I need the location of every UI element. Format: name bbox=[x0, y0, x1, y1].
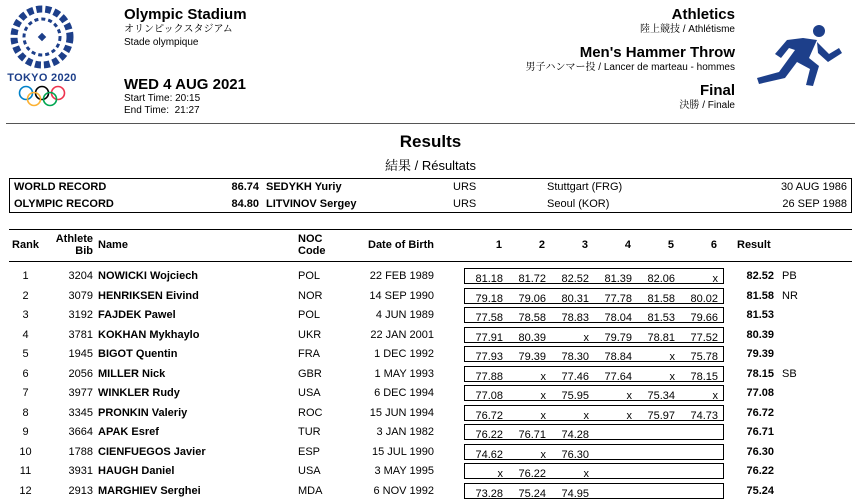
attempt-cell: 82.52 bbox=[561, 273, 589, 285]
results-rows bbox=[9, 262, 852, 500]
bib-cell: 3079 bbox=[68, 289, 93, 302]
attempt-cell: 74.73 bbox=[690, 409, 718, 422]
rank-cell: 7 bbox=[22, 387, 29, 399]
results-title: Results bbox=[399, 132, 462, 151]
attempt-cell: 80.02 bbox=[690, 292, 718, 305]
olympic-rings-icon bbox=[17, 85, 67, 107]
attempt-cell: 78.04 bbox=[604, 312, 632, 324]
phase-name: Final bbox=[699, 82, 735, 99]
phase-sub: 決勝 / Finale bbox=[679, 100, 735, 111]
dob-cell: 15 JUN 1994 bbox=[369, 406, 434, 419]
dob-cell: 22 FEB 1989 bbox=[369, 270, 434, 282]
attempts-box bbox=[464, 288, 724, 304]
attempt-cell: 75.95 bbox=[561, 390, 589, 402]
col-code: Code bbox=[298, 245, 326, 257]
athlete-name: HENRIKSEN Eivind bbox=[98, 289, 199, 302]
athlete-name: NOWICKI Wojciech bbox=[98, 270, 199, 282]
attempt-cell: x bbox=[497, 468, 503, 480]
record-noc: URS bbox=[453, 198, 477, 210]
attempt-cell: 78.58 bbox=[518, 312, 546, 324]
attempt-cell: 77.58 bbox=[475, 312, 503, 324]
dob-cell: 3 MAY 1995 bbox=[374, 465, 434, 477]
sport-name: Athletics bbox=[671, 6, 735, 23]
rank-cell: 11 bbox=[19, 465, 32, 477]
noc-cell: UKR bbox=[298, 328, 322, 341]
dob-cell: 22 JAN 2001 bbox=[370, 328, 434, 341]
attempt-cell: x bbox=[583, 331, 589, 344]
attempt-cell: x bbox=[540, 390, 546, 402]
record-holder: SEDYKH Yuriy bbox=[266, 181, 342, 193]
header-divider bbox=[6, 123, 855, 124]
result-cell: 76.22 bbox=[746, 465, 774, 477]
attempt-cell: 76.72 bbox=[475, 409, 503, 422]
attempt-cell: 74.95 bbox=[561, 487, 589, 500]
table-row bbox=[9, 266, 852, 286]
attempt-cell: x bbox=[669, 370, 675, 383]
attempt-cell: 79.06 bbox=[518, 292, 546, 305]
event-sub: 男子ハンマー投 / Lancer de marteau - hommes bbox=[525, 62, 735, 73]
bib-cell: 3977 bbox=[68, 387, 93, 399]
table-header bbox=[9, 230, 852, 262]
attempts-box bbox=[464, 346, 724, 362]
noc-cell: POL bbox=[298, 270, 321, 282]
noc-cell: ESP bbox=[298, 445, 321, 458]
table-row bbox=[9, 325, 852, 345]
attempt-cell: 74.28 bbox=[561, 429, 589, 441]
rank-cell: 8 bbox=[22, 406, 29, 419]
attempt-cell: 79.39 bbox=[518, 351, 546, 363]
attempt-cell: 77.08 bbox=[475, 390, 503, 402]
rank-cell: 2 bbox=[22, 289, 29, 302]
result-cell: 79.39 bbox=[746, 348, 774, 360]
record-label: WORLD RECORD bbox=[14, 181, 107, 193]
attempt-cell: 76.71 bbox=[518, 429, 546, 441]
dob-cell: 6 DEC 1994 bbox=[374, 387, 434, 399]
athletics-pictogram-icon bbox=[755, 22, 843, 92]
attempts-box bbox=[464, 366, 724, 382]
noc-cell: GBR bbox=[298, 367, 322, 380]
result-cell: 76.30 bbox=[746, 445, 774, 458]
result-cell: 81.58 bbox=[746, 289, 774, 302]
bib-cell: 3931 bbox=[68, 465, 93, 477]
result-cell: 76.71 bbox=[746, 426, 774, 438]
rank-cell: 1 bbox=[22, 270, 29, 282]
col-dob: Date of Birth bbox=[368, 239, 434, 251]
table-row bbox=[9, 344, 852, 364]
attempt-cell: 77.91 bbox=[475, 331, 503, 344]
attempt-cell: 81.39 bbox=[604, 273, 632, 285]
attempt-cell: x bbox=[712, 390, 718, 402]
attempt-cell: 80.39 bbox=[518, 331, 546, 344]
attempt-cell: 78.84 bbox=[604, 351, 632, 363]
attempt-cell: x bbox=[626, 390, 632, 402]
note-cell: NR bbox=[782, 289, 798, 302]
tokyo-2020-emblem-icon bbox=[6, 4, 78, 70]
athlete-name: APAK Esref bbox=[98, 426, 159, 438]
athlete-name: CIENFUEGOS Javier bbox=[98, 445, 206, 458]
athlete-name: PRONKIN Valeriy bbox=[98, 406, 188, 419]
tokyo-2020-logo bbox=[6, 4, 78, 107]
bib-cell: 3192 bbox=[68, 309, 93, 321]
attempt-cell: x bbox=[712, 273, 718, 285]
dob-cell: 1 MAY 1993 bbox=[374, 367, 434, 380]
attempt-cell: x bbox=[540, 448, 546, 461]
olympic-record-row bbox=[10, 196, 851, 213]
venue-name-jp: オリンピックスタジアム bbox=[124, 24, 233, 35]
bib-cell: 1788 bbox=[68, 445, 93, 458]
attempt-cell: x bbox=[583, 409, 589, 422]
bib-cell: 3664 bbox=[68, 426, 93, 438]
attempt-cell: 77.64 bbox=[604, 370, 632, 383]
bib-cell: 1945 bbox=[68, 348, 93, 360]
table-row bbox=[9, 383, 852, 403]
venue-name-fr: Stade olympique bbox=[124, 37, 199, 48]
table-row bbox=[9, 481, 852, 500]
noc-cell: FRA bbox=[298, 348, 320, 360]
rank-cell: 10 bbox=[19, 445, 32, 458]
attempt-cell: 75.24 bbox=[518, 487, 546, 500]
attempt-cell: x bbox=[626, 409, 632, 422]
records-box bbox=[9, 178, 852, 213]
attempt-cell: 77.88 bbox=[475, 370, 503, 383]
attempts-box bbox=[464, 405, 724, 421]
attempt-cell: 78.81 bbox=[647, 331, 675, 344]
col-rank: Rank bbox=[12, 239, 39, 251]
col-attempt: 1 bbox=[495, 239, 502, 251]
dob-cell: 15 JUL 1990 bbox=[372, 445, 434, 458]
col-attempt: 6 bbox=[710, 239, 717, 251]
event-date: WED 4 AUG 2021 bbox=[124, 76, 246, 93]
attempt-cell: x bbox=[669, 351, 675, 363]
attempt-cell: 78.30 bbox=[561, 351, 589, 363]
venue-block bbox=[124, 6, 247, 49]
attempt-cell: x bbox=[540, 409, 546, 422]
athlete-name: MARGHIEV Serghei bbox=[98, 484, 201, 497]
athlete-name: MILLER Nick bbox=[98, 367, 166, 380]
record-venue: Stuttgart (FRG) bbox=[547, 181, 623, 193]
attempt-cell: 78.15 bbox=[690, 370, 718, 383]
attempts-box bbox=[464, 483, 724, 499]
result-cell: 76.72 bbox=[746, 406, 774, 419]
col-attempt: 4 bbox=[624, 239, 631, 251]
table-row bbox=[9, 442, 852, 462]
bib-cell: 3781 bbox=[68, 328, 93, 341]
table-row bbox=[9, 286, 852, 306]
result-cell: 82.52 bbox=[746, 270, 774, 282]
table-row bbox=[9, 422, 852, 442]
col-attempt: 2 bbox=[538, 239, 545, 251]
col-name: Name bbox=[98, 239, 128, 251]
attempt-cell: 79.66 bbox=[690, 312, 718, 324]
attempt-cell: 76.22 bbox=[518, 468, 546, 480]
noc-cell: POL bbox=[298, 309, 321, 321]
attempt-cell: 79.18 bbox=[475, 292, 503, 305]
attempts-box bbox=[464, 307, 724, 323]
noc-cell: TUR bbox=[298, 426, 321, 438]
attempts-box bbox=[464, 385, 724, 401]
attempt-cell: x bbox=[540, 370, 546, 383]
attempt-cell: 78.83 bbox=[561, 312, 589, 324]
note-cell: SB bbox=[782, 367, 797, 380]
table-row bbox=[9, 305, 852, 325]
noc-cell: USA bbox=[298, 387, 321, 399]
athlete-name: FAJDEK Pawel bbox=[98, 309, 176, 321]
record-date: 30 AUG 1986 bbox=[780, 181, 847, 193]
attempt-cell: 74.62 bbox=[475, 448, 503, 461]
noc-cell: NOR bbox=[298, 289, 323, 302]
table-row bbox=[9, 364, 852, 384]
attempt-cell: 81.72 bbox=[518, 273, 546, 285]
world-record-row bbox=[10, 179, 851, 196]
record-mark: 84.80 bbox=[231, 198, 259, 210]
bib-cell: 2913 bbox=[68, 484, 93, 497]
athlete-name: BIGOT Quentin bbox=[98, 348, 178, 360]
rank-cell: 3 bbox=[22, 309, 29, 321]
attempt-cell: 81.18 bbox=[475, 273, 503, 285]
attempt-cell: 80.31 bbox=[561, 292, 589, 305]
rank-cell: 9 bbox=[22, 426, 29, 438]
athlete-name: HAUGH Daniel bbox=[98, 465, 175, 477]
sport-sub: 陸上競技 / Athlétisme bbox=[639, 24, 735, 35]
attempt-cell: 76.22 bbox=[475, 429, 503, 441]
attempt-cell: 77.52 bbox=[690, 331, 718, 344]
athlete-name: WINKLER Rudy bbox=[98, 387, 180, 399]
dob-cell: 1 DEC 1992 bbox=[374, 348, 434, 360]
logo-text: TOKYO 2020 bbox=[7, 72, 77, 84]
attempt-cell: 77.78 bbox=[604, 292, 632, 305]
result-cell: 77.08 bbox=[746, 387, 774, 399]
record-venue: Seoul (KOR) bbox=[547, 198, 610, 210]
record-noc: URS bbox=[453, 181, 477, 193]
attempt-cell: 75.78 bbox=[690, 351, 718, 363]
end-time: End Time: 21:27 bbox=[124, 105, 200, 116]
attempts-box bbox=[464, 268, 724, 284]
result-cell: 78.15 bbox=[746, 367, 774, 380]
bib-cell: 3345 bbox=[68, 406, 93, 419]
record-mark: 86.74 bbox=[231, 181, 259, 193]
col-bib: Bib bbox=[75, 245, 93, 257]
col-attempt: 5 bbox=[667, 239, 674, 251]
table-row bbox=[9, 403, 852, 423]
event-name: Men's Hammer Throw bbox=[579, 44, 735, 61]
col-athlete: Athlete bbox=[55, 233, 93, 245]
noc-cell: USA bbox=[298, 465, 321, 477]
col-noc: NOC bbox=[298, 233, 323, 245]
noc-cell: ROC bbox=[298, 406, 323, 419]
attempt-cell: 81.58 bbox=[647, 292, 675, 305]
table-row bbox=[9, 461, 852, 481]
attempt-cell: 73.28 bbox=[475, 487, 503, 500]
record-label: OLYMPIC RECORD bbox=[14, 198, 114, 210]
attempt-cell: 76.30 bbox=[561, 448, 589, 461]
noc-cell: MDA bbox=[298, 484, 323, 497]
attempt-cell: 75.97 bbox=[647, 409, 675, 422]
result-cell: 75.24 bbox=[746, 484, 774, 497]
result-cell: 80.39 bbox=[746, 328, 774, 341]
attempt-cell: 77.93 bbox=[475, 351, 503, 363]
athlete-name: KOKHAN Mykhaylo bbox=[98, 328, 200, 341]
dob-cell: 6 NOV 1992 bbox=[373, 484, 434, 497]
event-block bbox=[525, 6, 735, 112]
start-time: Start Time: 20:15 bbox=[124, 93, 201, 104]
dob-cell: 3 JAN 1982 bbox=[376, 426, 434, 438]
attempts-box bbox=[464, 424, 724, 440]
rank-cell: 12 bbox=[19, 484, 32, 497]
note-cell: PB bbox=[782, 270, 797, 282]
results-subtitle: 結果 / Résultats bbox=[384, 158, 477, 173]
bib-cell: 2056 bbox=[68, 367, 93, 380]
attempts-box bbox=[464, 444, 724, 460]
attempt-cell: 81.53 bbox=[647, 312, 675, 324]
rank-cell: 4 bbox=[22, 328, 29, 341]
attempt-cell: x bbox=[583, 468, 589, 480]
attempts-box bbox=[464, 463, 724, 479]
record-date: 26 SEP 1988 bbox=[782, 198, 847, 210]
results-table bbox=[9, 229, 852, 500]
attempts-box bbox=[464, 327, 724, 343]
dob-cell: 14 SEP 1990 bbox=[369, 289, 434, 302]
result-cell: 81.53 bbox=[746, 309, 774, 321]
bib-cell: 3204 bbox=[68, 270, 93, 282]
rank-cell: 6 bbox=[22, 367, 29, 380]
dob-cell: 4 JUN 1989 bbox=[375, 309, 434, 321]
attempt-cell: 79.79 bbox=[604, 331, 632, 344]
date-block bbox=[124, 76, 246, 117]
col-result: Result bbox=[737, 239, 771, 251]
attempt-cell: 82.06 bbox=[647, 273, 675, 285]
record-holder: LITVINOV Sergey bbox=[266, 198, 357, 210]
venue-name: Olympic Stadium bbox=[124, 6, 247, 23]
col-attempt: 3 bbox=[581, 239, 588, 251]
rank-cell: 5 bbox=[22, 348, 29, 360]
attempt-cell: 75.34 bbox=[647, 390, 675, 402]
attempt-cell: 77.46 bbox=[561, 370, 589, 383]
